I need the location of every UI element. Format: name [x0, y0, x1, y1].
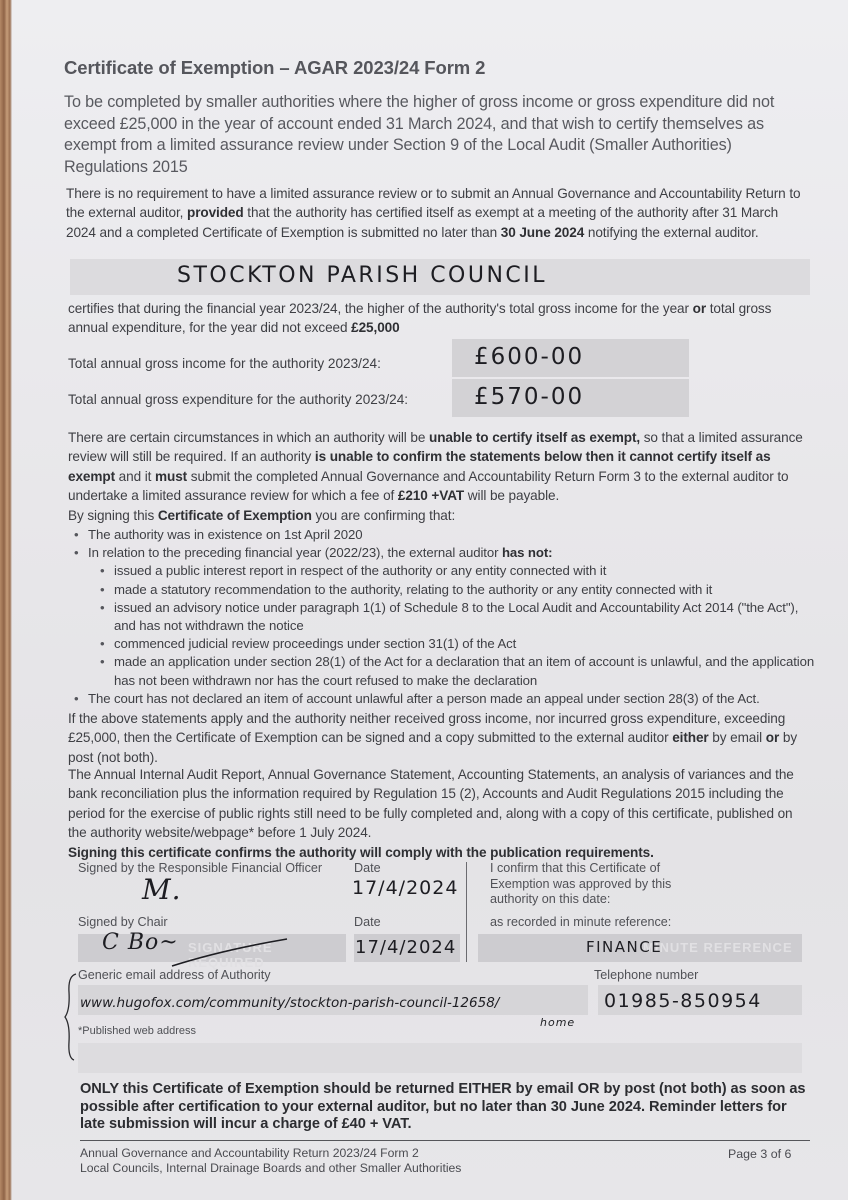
- text-bold: is unable to confirm the statements below then it cannot certify itself as exempt: [68, 449, 771, 484]
- web-address-handwritten: www.hugofox.com/community/stockton-parish-council-12658/: [80, 995, 500, 1011]
- authority-name-handwritten: STOCKTON PARISH COUNCIL: [177, 263, 548, 288]
- document-title: Certificate of Exemption – AGAR 2023/24 Form 2: [64, 57, 486, 78]
- text: and it: [115, 468, 156, 484]
- text-bold: or: [765, 730, 780, 746]
- minute-reference-handwritten: FINANCE: [586, 938, 663, 956]
- minute-reference-placeholder: MINUTE REFERENCE: [643, 940, 793, 955]
- expenditure-amount-handwritten: £570-00: [474, 384, 585, 410]
- text: you are confirming that:: [311, 508, 456, 523]
- text: by post (not both).: [68, 730, 798, 765]
- rfo-date-handwritten[interactable]: 17/4/2024: [352, 877, 459, 899]
- sub-statements-list: [100, 562, 819, 689]
- web-address-handwritten-line2: home: [540, 1016, 576, 1029]
- text-bold: either: [672, 730, 709, 746]
- sub-statement-item: • issued an advisory notice under paragraph 1(1) of Schedule 8 to the Local Audit and Accountability Act 2014 ("the Act"), and has not withdrawn the notice: [100, 599, 819, 635]
- intro-text: To be completed by smaller authorities where the higher of gross income or gross expenditure did not exceed £25,000 in the year of account ended 31 March 2024, and that wish to certify themselves as exempt from a limited assurance review under Section 9 of the Local Audit (Smaller Authorities) Regulations 2015: [64, 93, 775, 176]
- text: so that a limited assurance review will still be required. If an authority: [68, 430, 803, 465]
- page-number: Page 3 of 6: [728, 1147, 792, 1161]
- text-bold: must: [155, 468, 188, 484]
- curly-brace-icon: [64, 972, 78, 1062]
- signature-stroke-icon: [162, 936, 292, 970]
- circumstances-paragraph: [68, 428, 813, 506]
- text-bold: or: [692, 301, 707, 316]
- threshold-bold: £25,000: [351, 320, 400, 336]
- footer-left: [80, 1146, 461, 1176]
- certifies-paragraph: [68, 299, 813, 338]
- minute-reference-label: as recorded in minute reference:: [490, 915, 672, 929]
- rfo-date-label: Date: [354, 861, 381, 875]
- rfo-signature-label: Signed by the Responsible Financial Officer: [78, 861, 323, 875]
- published-web-address-field[interactable]: [78, 1043, 802, 1073]
- sub-statement-item: • made a statutory recommendation to the authority, relating to the authority or any entity connected with it: [100, 581, 819, 599]
- text: submit the completed Annual Governance and Accountability Return Form 3 to the external auditor to undertake a limited assurance review for which a fee of: [68, 468, 789, 504]
- document-page: [12, 0, 848, 1200]
- expenditure-label: Total annual gross expenditure for the authority 2023/24:: [68, 392, 409, 407]
- email-label: Generic email address of Authority: [78, 968, 271, 982]
- text-bold: has not:: [501, 545, 553, 561]
- telephone-handwritten: 01985-850954: [604, 990, 762, 1012]
- text: There is no requirement to have a limited assurance review or to submit an Annual Governance and Accountability Return to the external auditor,: [66, 186, 801, 221]
- approval-confirm-label: I confirm that this Certificate of Exemption was approved by this authority on this date:: [490, 861, 672, 906]
- publication-paragraph: [68, 765, 813, 862]
- income-label: Total annual gross income for the authority 2023/24:: [68, 356, 381, 371]
- text-bold: unable to certify itself as exempt,: [429, 430, 641, 445]
- text: notifying the external auditor.: [584, 224, 759, 240]
- text-bold: Signing this certificate confirms the authority will comply with the publication requirements.: [68, 844, 654, 860]
- statement-item: • The authority was in existence on 1st April 2020: [74, 526, 819, 544]
- footer-divider: [80, 1140, 810, 1141]
- submission-paragraph: [68, 709, 813, 767]
- chair-date-handwritten: 17/4/2024: [355, 937, 457, 958]
- chair-signature-label: Signed by Chair: [78, 915, 168, 929]
- statements-list: [74, 526, 819, 708]
- chair-signature: C Bo~: [102, 930, 179, 955]
- statement-item: [74, 544, 819, 690]
- sub-statement-item: • made an application under section 28(1) of the Act for a declaration that an item of account is unlawful, and the application has not been withdrawn nor has the court refused to make the declaration: [100, 653, 819, 689]
- footer-line-2: Local Councils, Internal Drainage Boards and other Smaller Authorities: [80, 1161, 462, 1176]
- fee-bold: £210 +VAT: [397, 488, 465, 504]
- footer-line-1: Annual Governance and Accountability Return 2023/24 Form 2: [80, 1146, 419, 1160]
- column-divider: [466, 862, 467, 962]
- text: If the above statements apply and the authority neither received gross income, nor incurred gross expenditure, exceeding £25,000, then the Certificate of Exemption can be signed and a copy submitted to the external auditor: [68, 711, 786, 746]
- text-bold: Certificate of Exemption: [157, 508, 312, 523]
- text: In relation to the preceding financial year (2022/23), the external auditor: [88, 545, 502, 561]
- chair-date-label: Date: [354, 915, 381, 929]
- chair-signature-placeholder: SIGNATURE REQUIRED: [188, 940, 273, 970]
- text: There are certain circumstances in which an authority will be: [68, 430, 429, 445]
- sub-statement-item: • commenced judicial review proceedings under section 31(1) of the Act: [100, 635, 819, 653]
- confirming-intro: [68, 506, 813, 525]
- telephone-label: Telephone number: [594, 968, 699, 982]
- sub-statement-item: • issued a public interest report in respect of the authority or any entity connected with it: [100, 562, 819, 580]
- deadline-bold: 30 June 2024: [500, 224, 585, 240]
- text: The Annual Internal Audit Report, Annual Governance Statement, Accounting Statements, an analysis of variances and the bank reconciliation plus the information required by Regulation 15 (2), Accounts and Audit Regulations 2015 including the period for the exercise of public rights still need to be fully completed and, along with a copy of this certificate, published on the authority website/webpage* before 1 July 2024.: [68, 767, 794, 841]
- rfo-signature[interactable]: M.: [142, 873, 182, 906]
- text: by email: [708, 730, 766, 746]
- income-amount-handwritten: £600-00: [474, 344, 585, 370]
- text: will be payable.: [464, 488, 560, 504]
- statement-item: • The court has not declared an item of account unlawful after a person made an appeal under section 28(3) of the Act.: [74, 690, 819, 708]
- text: certifies that during the financial year 2023/24, the higher of the authority's total gross income for the year: [68, 301, 693, 316]
- text: By signing this: [68, 508, 158, 523]
- requirement-paragraph: [66, 184, 811, 242]
- text-bold: provided: [186, 205, 244, 221]
- published-web-label: *Published web address: [78, 1025, 197, 1037]
- text: that the authority has certified itself as exempt at a meeting of the authority after 31 March 2024 and a completed Certificate of Exemption is submitted no later than: [66, 205, 779, 240]
- return-notice: ONLY this Certificate of Exemption should be returned EITHER by email OR by post (not both) as soon as possible after certification to your external auditor, but no later than 30 June 2024. Reminder letters for late submission will incur a charge of £40 + VAT.: [80, 1081, 806, 1133]
- text: total gross annual expenditure, for the year did not exceed: [68, 301, 772, 336]
